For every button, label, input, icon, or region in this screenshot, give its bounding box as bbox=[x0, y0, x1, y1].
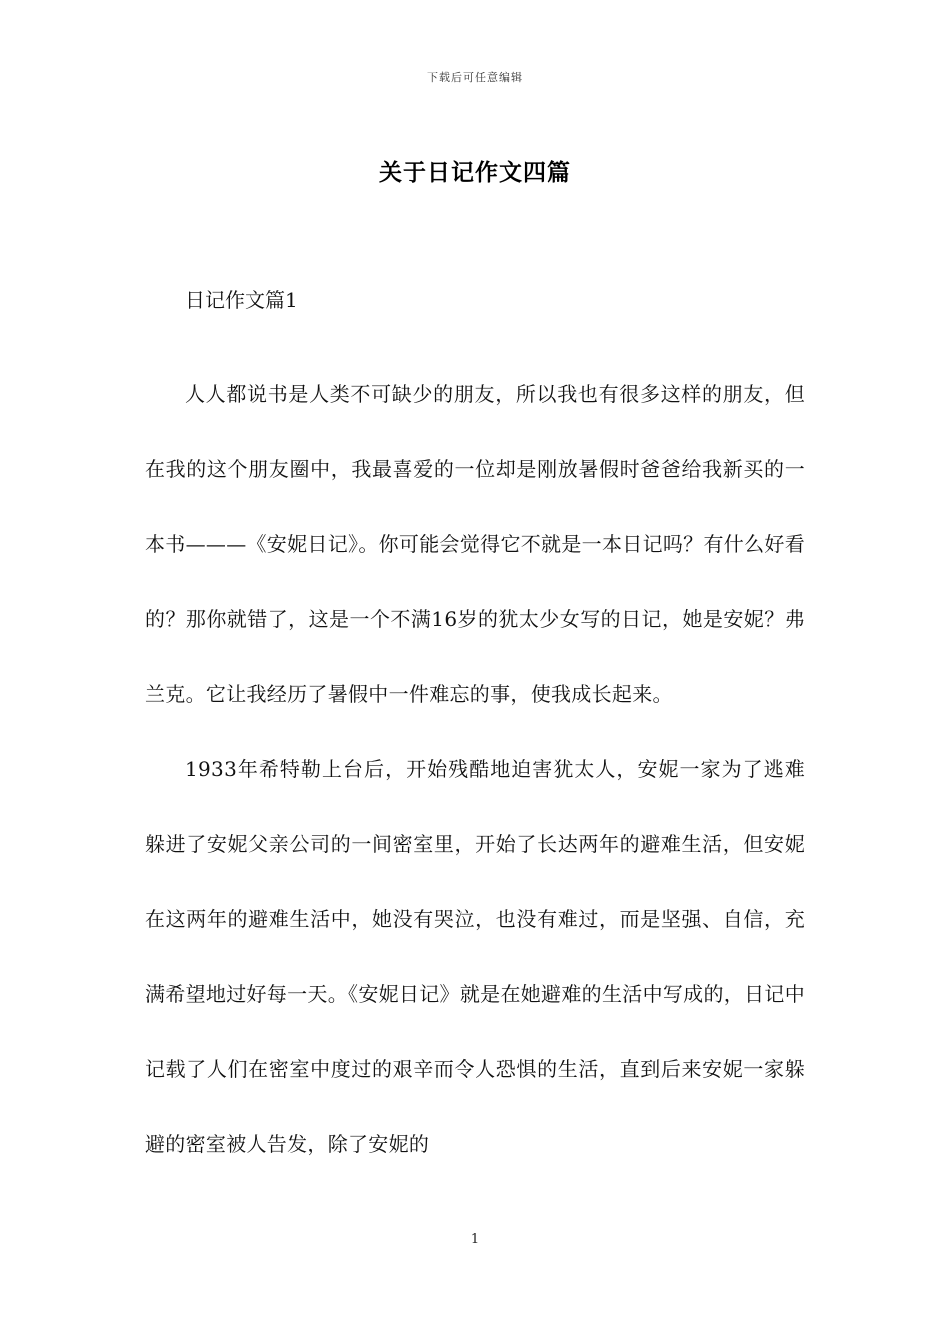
section-heading: 日记作文篇1 bbox=[185, 288, 298, 312]
document-title: 关于日记作文四篇 bbox=[379, 160, 571, 186]
paragraph-1: 人人都说书是人类不可缺少的朋友，所以我也有很多这样的朋友，但在我的这个朋友圈中，我最喜爱的一位却是刚放暑假时爸爸给我新买的一本书———《安妮日记》。你可能会觉得它不就是一本日记吗？有什么好看的？那你就错了，这是一个不满16岁的犹太少女写的日记，她是安妮？弗兰克。它让我经历了暑假中一件难忘的事，使我成长起来。 bbox=[145, 382, 805, 706]
page-number: 1 bbox=[470, 1232, 480, 1247]
document-body bbox=[145, 282, 805, 1182]
header-note: 下载后可任意编辑 bbox=[427, 71, 523, 84]
paragraph-2: 1933年希特勒上台后，开始残酷地迫害犹太人，安妮一家为了逃难躲进了安妮父亲公司的一间密室里，开始了长达两年的避难生活，但安妮在这两年的避难生活中，她没有哭泣，也没有难过，而是坚强、自信，充满希望地过好每一天。《安妮日记》就是在她避难的生活中写成的，日记中记载了人们在密室中度过的艰辛而令人恐惧的生活，直到后来安妮一家躲避的密室被人告发，除了安妮的 bbox=[145, 757, 805, 1156]
